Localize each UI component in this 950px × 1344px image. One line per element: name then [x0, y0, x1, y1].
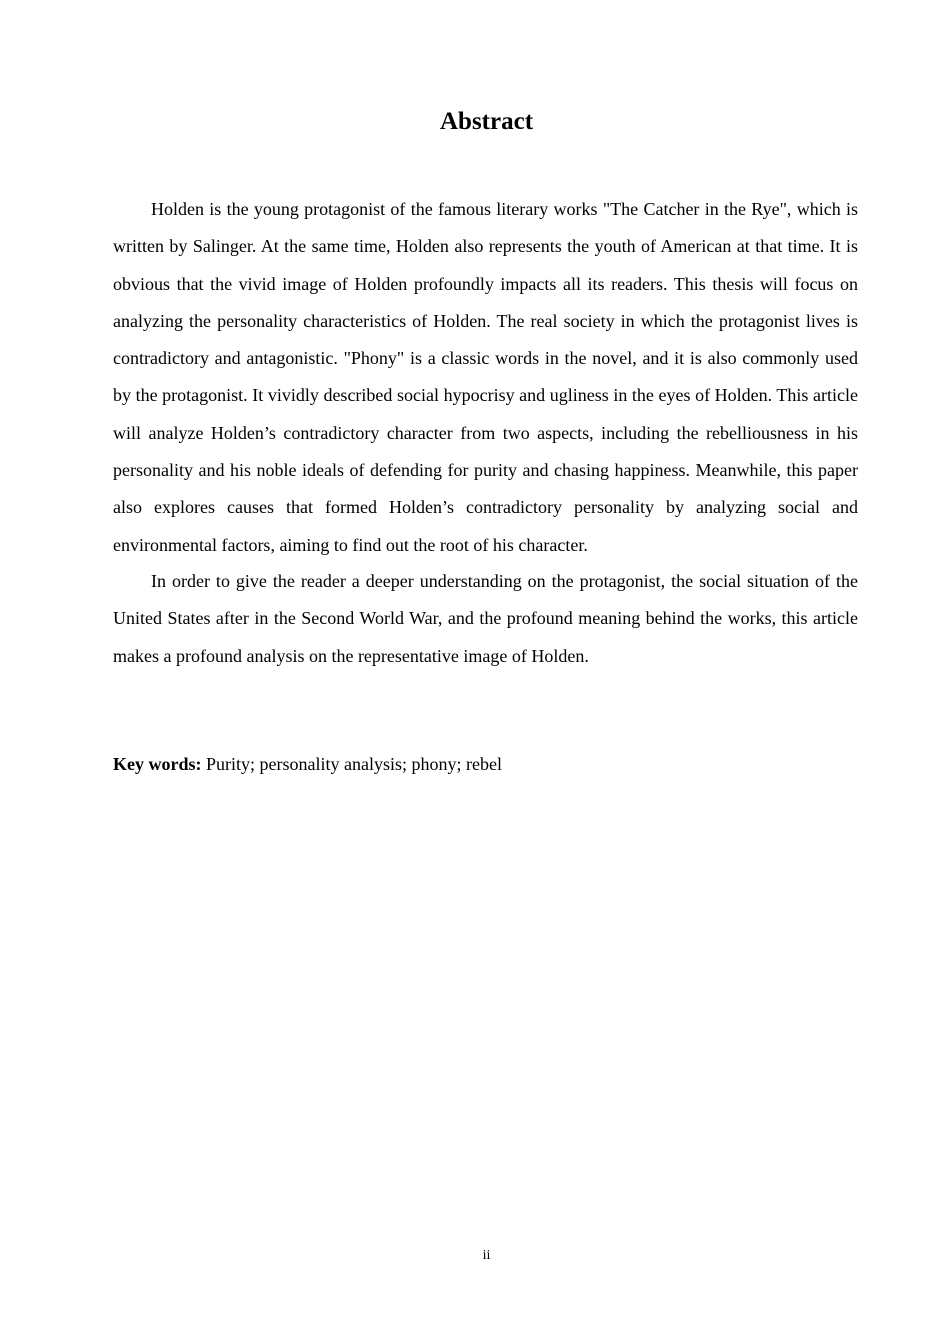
abstract-paragraph-2: In order to give the reader a deeper understanding on the protagonist, the social situation of the United States after in the Second World War, and the profound meaning behind the works, this article makes a profound analysis on the representative image of Holden. [113, 570, 858, 666]
keywords-value: Purity; personality analysis; phony; rebel [201, 754, 502, 774]
page-title: Abstract [439, 108, 534, 135]
page-number: ii [482, 1248, 491, 1263]
abstract-paragraph-1: Holden is the young protagonist of the famous literary works "The Catcher in the Rye", which is written by Salinger. At the same time, Holden also represents the youth of American at that time. It is obvious that the vivid image of Holden profoundly impacts all its readers. This thesis will focus on analyzing the personality characteristics of Holden. The real society in which the protagonist lives is contradictory and antagonistic. "Phony" is a classic words in the novel, and it is also commonly used by the protagonist. It vividly described social hypocrisy and ugliness in the eyes of Holden. This article will analyze Holden’s contradictory character from two aspects, including the rebelliousness in his personality and his noble ideals of defending for purity and chasing happiness. Meanwhile, this paper also explores causes that formed Holden’s contradictory personality by analyzing social and environmental factors, aiming to find out the root of his character. [113, 199, 858, 555]
abstract-body [113, 191, 858, 675]
keywords-line [113, 746, 858, 782]
keywords-label: Key words: [113, 754, 202, 774]
